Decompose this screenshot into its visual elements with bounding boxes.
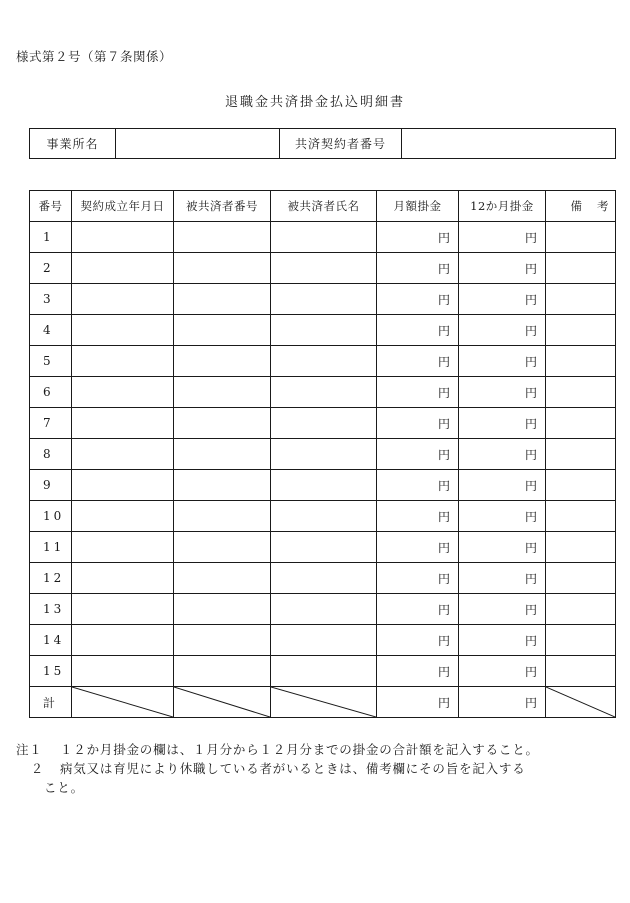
insured-number-cell[interactable] bbox=[174, 315, 271, 346]
col-header-number: 番号 bbox=[30, 191, 72, 222]
row-number: 4 bbox=[30, 315, 72, 346]
row-number: 1 bbox=[30, 222, 72, 253]
remarks-cell[interactable] bbox=[546, 563, 616, 594]
col-header-annual-premium: 12か月掛金 bbox=[459, 191, 546, 222]
insured-name-cell[interactable] bbox=[271, 222, 377, 253]
row-number: 6 bbox=[30, 377, 72, 408]
total-label: 計 bbox=[30, 687, 72, 718]
remarks-cell[interactable] bbox=[546, 408, 616, 439]
note-1-text: １２か月掛金の欄は、１月分から１２月分までの掛金の合計額を記入すること。 bbox=[60, 742, 539, 757]
table-row bbox=[30, 253, 616, 284]
annual-premium-cell[interactable]: 円 bbox=[459, 563, 546, 594]
annual-premium-cell[interactable]: 円 bbox=[459, 439, 546, 470]
contract-date-cell[interactable] bbox=[72, 439, 174, 470]
monthly-premium-cell[interactable]: 円 bbox=[377, 439, 459, 470]
table-row bbox=[30, 532, 616, 563]
table-row bbox=[30, 284, 616, 315]
note-2-continuation: こと。 bbox=[44, 780, 84, 795]
note-2-text: 病気又は育児により休職している者がいるときは、備考欄にその旨を記入する bbox=[60, 761, 526, 776]
table-row bbox=[30, 377, 616, 408]
office-name-label: 事業所名 bbox=[30, 129, 116, 159]
insured-number-cell[interactable] bbox=[174, 377, 271, 408]
contract-date-cell[interactable] bbox=[72, 253, 174, 284]
insured-name-cell[interactable] bbox=[271, 532, 377, 563]
table-row bbox=[30, 594, 616, 625]
header-fields-table bbox=[29, 128, 616, 159]
remarks-cell[interactable] bbox=[546, 377, 616, 408]
insured-number-cell[interactable] bbox=[174, 439, 271, 470]
annual-premium-cell[interactable]: 円 bbox=[459, 501, 546, 532]
insured-number-cell[interactable] bbox=[174, 563, 271, 594]
row-number: 8 bbox=[30, 439, 72, 470]
contract-date-cell[interactable] bbox=[72, 470, 174, 501]
row-number: 12 bbox=[30, 563, 72, 594]
contract-date-cell[interactable] bbox=[72, 501, 174, 532]
remarks-cell[interactable] bbox=[546, 315, 616, 346]
monthly-premium-cell[interactable]: 円 bbox=[377, 346, 459, 377]
annual-premium-cell[interactable]: 円 bbox=[459, 253, 546, 284]
monthly-premium-cell[interactable]: 円 bbox=[377, 501, 459, 532]
row-number: 5 bbox=[30, 346, 72, 377]
monthly-premium-cell[interactable]: 円 bbox=[377, 253, 459, 284]
insured-name-cell[interactable] bbox=[271, 284, 377, 315]
contract-date-cell[interactable] bbox=[72, 377, 174, 408]
insured-number-cell[interactable] bbox=[174, 346, 271, 377]
total-slash-insured-number bbox=[174, 687, 271, 718]
remarks-cell[interactable] bbox=[546, 222, 616, 253]
insured-name-cell[interactable] bbox=[271, 408, 377, 439]
annual-premium-cell[interactable]: 円 bbox=[459, 222, 546, 253]
office-name-field[interactable] bbox=[116, 129, 280, 159]
row-number: 11 bbox=[30, 532, 72, 563]
insured-name-cell[interactable] bbox=[271, 439, 377, 470]
insured-number-cell[interactable] bbox=[174, 501, 271, 532]
remarks-cell[interactable] bbox=[546, 501, 616, 532]
total-slash-contract-date bbox=[72, 687, 174, 718]
col-header-insured-name: 被共済者氏名 bbox=[271, 191, 377, 222]
table-row bbox=[30, 408, 616, 439]
table-header-row bbox=[30, 191, 616, 222]
contract-date-cell[interactable] bbox=[72, 346, 174, 377]
insured-name-cell[interactable] bbox=[271, 594, 377, 625]
table-row bbox=[30, 470, 616, 501]
monthly-premium-cell[interactable]: 円 bbox=[377, 408, 459, 439]
table-row bbox=[30, 315, 616, 346]
col-header-contract-date: 契約成立年月日 bbox=[72, 191, 174, 222]
remarks-cell[interactable] bbox=[546, 346, 616, 377]
contract-date-cell[interactable] bbox=[72, 563, 174, 594]
row-number: 14 bbox=[30, 625, 72, 656]
total-monthly-premium[interactable]: 円 bbox=[377, 687, 459, 718]
remarks-cell[interactable] bbox=[546, 532, 616, 563]
table-row bbox=[30, 625, 616, 656]
insured-number-cell[interactable] bbox=[174, 284, 271, 315]
insured-name-cell[interactable] bbox=[271, 470, 377, 501]
insured-name-cell[interactable] bbox=[271, 377, 377, 408]
insured-name-cell[interactable] bbox=[271, 563, 377, 594]
annual-premium-cell[interactable]: 円 bbox=[459, 346, 546, 377]
table-row bbox=[30, 222, 616, 253]
row-number: 10 bbox=[30, 501, 72, 532]
monthly-premium-cell[interactable]: 円 bbox=[377, 594, 459, 625]
annual-premium-cell[interactable]: 円 bbox=[459, 532, 546, 563]
contract-date-cell[interactable] bbox=[72, 625, 174, 656]
insured-number-cell[interactable] bbox=[174, 470, 271, 501]
contract-number-label: 共済契約者番号 bbox=[280, 129, 402, 159]
annual-premium-cell[interactable]: 円 bbox=[459, 315, 546, 346]
row-number: 7 bbox=[30, 408, 72, 439]
insured-name-cell[interactable] bbox=[271, 315, 377, 346]
insured-number-cell[interactable] bbox=[174, 625, 271, 656]
note-1 bbox=[16, 740, 616, 759]
remarks-cell[interactable] bbox=[546, 284, 616, 315]
contract-date-cell[interactable] bbox=[72, 656, 174, 687]
remarks-cell[interactable] bbox=[546, 594, 616, 625]
monthly-premium-cell[interactable]: 円 bbox=[377, 315, 459, 346]
remarks-cell[interactable] bbox=[546, 656, 616, 687]
remarks-cell[interactable] bbox=[546, 625, 616, 656]
monthly-premium-cell[interactable]: 円 bbox=[377, 563, 459, 594]
notes-section bbox=[16, 740, 616, 797]
contract-date-cell[interactable] bbox=[72, 284, 174, 315]
note-2 bbox=[16, 759, 616, 778]
col-header-insured-number: 被共済者番号 bbox=[174, 191, 271, 222]
total-row bbox=[30, 687, 616, 718]
total-slash-remarks bbox=[546, 687, 616, 718]
contract-date-cell[interactable] bbox=[72, 222, 174, 253]
row-number: 9 bbox=[30, 470, 72, 501]
annual-premium-cell[interactable]: 円 bbox=[459, 377, 546, 408]
total-slash-insured-name bbox=[271, 687, 377, 718]
insured-number-cell[interactable] bbox=[174, 222, 271, 253]
annual-premium-cell[interactable]: 円 bbox=[459, 470, 546, 501]
table-row bbox=[30, 439, 616, 470]
insured-number-cell[interactable] bbox=[174, 532, 271, 563]
page-title: 退職金共済掛金払込明細書 bbox=[224, 95, 405, 110]
monthly-premium-cell[interactable]: 円 bbox=[377, 625, 459, 656]
annual-premium-cell[interactable]: 円 bbox=[459, 284, 546, 315]
table-row bbox=[30, 563, 616, 594]
annual-premium-cell[interactable]: 円 bbox=[459, 594, 546, 625]
form-number: 様式第２号（第７条関係） bbox=[16, 49, 173, 64]
insured-name-cell[interactable] bbox=[271, 501, 377, 532]
insured-name-cell[interactable] bbox=[271, 253, 377, 284]
remarks-cell[interactable] bbox=[546, 439, 616, 470]
contract-number-field[interactable] bbox=[402, 129, 616, 159]
insured-number-cell[interactable] bbox=[174, 594, 271, 625]
table-row bbox=[30, 501, 616, 532]
contract-date-cell[interactable] bbox=[72, 408, 174, 439]
insured-name-cell[interactable] bbox=[271, 656, 377, 687]
insured-name-cell[interactable] bbox=[271, 346, 377, 377]
table-row bbox=[30, 346, 616, 377]
row-number: 3 bbox=[30, 284, 72, 315]
insured-number-cell[interactable] bbox=[174, 408, 271, 439]
row-number: 2 bbox=[30, 253, 72, 284]
contract-date-cell[interactable] bbox=[72, 532, 174, 563]
monthly-premium-cell[interactable]: 円 bbox=[377, 532, 459, 563]
monthly-premium-cell[interactable]: 円 bbox=[377, 377, 459, 408]
note-2-label: ２ bbox=[30, 761, 44, 776]
col-header-monthly-premium: 月額掛金 bbox=[377, 191, 459, 222]
annual-premium-cell[interactable]: 円 bbox=[459, 625, 546, 656]
annual-premium-cell[interactable]: 円 bbox=[459, 408, 546, 439]
row-number: 13 bbox=[30, 594, 72, 625]
col-header-remarks: 備 考 bbox=[546, 191, 616, 222]
monthly-premium-cell[interactable]: 円 bbox=[377, 470, 459, 501]
monthly-premium-cell[interactable]: 円 bbox=[377, 222, 459, 253]
insured-number-cell[interactable] bbox=[174, 253, 271, 284]
remarks-cell[interactable] bbox=[546, 253, 616, 284]
table-row bbox=[30, 656, 616, 687]
annual-premium-cell[interactable]: 円 bbox=[459, 656, 546, 687]
row-number: 15 bbox=[30, 656, 72, 687]
contract-date-cell[interactable] bbox=[72, 315, 174, 346]
total-annual-premium[interactable]: 円 bbox=[459, 687, 546, 718]
insured-name-cell[interactable] bbox=[271, 625, 377, 656]
note-1-label: 注１ bbox=[16, 742, 43, 757]
insured-number-cell[interactable] bbox=[174, 656, 271, 687]
contract-date-cell[interactable] bbox=[72, 594, 174, 625]
remarks-cell[interactable] bbox=[546, 470, 616, 501]
premium-detail-table bbox=[29, 190, 616, 718]
monthly-premium-cell[interactable]: 円 bbox=[377, 656, 459, 687]
monthly-premium-cell[interactable]: 円 bbox=[377, 284, 459, 315]
